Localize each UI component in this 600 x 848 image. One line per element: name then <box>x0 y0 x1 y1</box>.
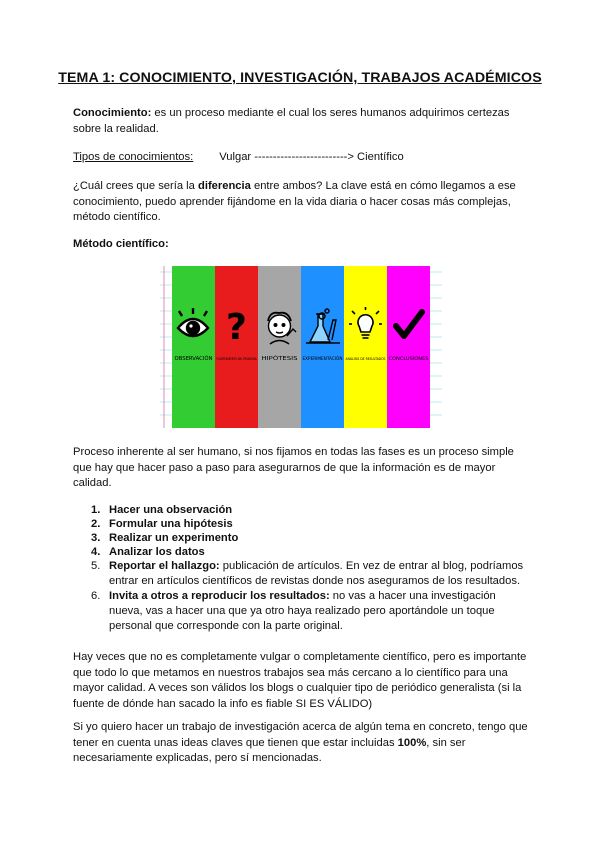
tipos-label: Tipos de conocimientos: <box>73 151 194 163</box>
step-number: 6. <box>91 590 101 602</box>
list-item <box>91 503 531 517</box>
step-number: 2. <box>91 518 101 530</box>
svg-text:?: ? <box>226 307 247 348</box>
page-title: TEMA 1: CONOCIMIENTO, INVESTIGACIÓN, TRABAJOS ACADÉMICOS <box>58 70 542 86</box>
final-text-end: , sin ser necesariamente explicadas, pero sí mencionadas. <box>73 736 466 765</box>
list-item <box>91 589 531 634</box>
vulgar-cientifico-paragraph: Hay veces que no es completamente vulgar o completamente científico, pero es importante que todo lo que metamos en nuestros trabajos sea más cercano a lo científico para una mayor calidad. A veces son válidos los blogs o cualquier tipo de periódico generalista (si la fuente de dónde han sacado la info es fiable SI ES VÁLIDO) <box>73 651 527 710</box>
question-mark-icon <box>226 307 247 348</box>
step-text: Hacer una observación <box>109 504 233 516</box>
band-hipotesis <box>258 266 301 428</box>
step-number: 5. <box>91 560 101 572</box>
final-bold-percent: 100% <box>397 736 427 749</box>
pregunta-paragraph <box>73 179 533 226</box>
scientific-method-figure <box>160 266 442 428</box>
tipos-line <box>73 150 533 166</box>
band-experimentacion <box>301 266 344 428</box>
step-number: 4. <box>91 546 101 558</box>
step-text: Analizar los datos <box>109 546 205 558</box>
tipos-value: Vulgar -------------------------> Científico <box>219 151 404 163</box>
step-bold-lead: Invita a otros a reproducir los resultados: <box>109 590 330 602</box>
step-bold-lead: Reportar el hallazgo: <box>109 560 220 572</box>
final-text-start: Si yo quiero hacer un trabajo de investigación acerca de algún tema en concreto, tengo que tener en cuenta unas ideas claves que tienen que estar incluidas <box>73 721 528 749</box>
band-conclusiones <box>387 266 430 428</box>
method-steps-list <box>91 503 531 634</box>
step-number: 3. <box>91 532 101 544</box>
label-observacion: OBSERVACIÓN <box>174 356 212 362</box>
list-item <box>91 545 531 559</box>
band-analisis <box>344 266 393 428</box>
pregunta-bold-word: diferencia <box>198 180 251 192</box>
step-text: Realizar un experimento <box>109 532 239 544</box>
list-item <box>91 531 531 545</box>
label-conclusiones: CONCLUSIONES <box>388 357 425 362</box>
label-experimentacion: EXPERIMENTACIÓN <box>302 356 343 361</box>
label-planteamiento: PLANTEAMIENTO DEL PROBLEMA <box>216 357 257 361</box>
pregunta-text-end: entre ambos? La clave está en cómo llegamos a ese conocimiento, puedo aprender fijándome en la vida diaria o hacer cosas más complejas, método científico. <box>73 180 516 224</box>
proceso-paragraph: Proceso inherente al ser humano, si nos fijamos en todas las fases es un proceso simple que hay que hacer paso a paso para asegurarnos de que la información es de mayor calidad. <box>73 446 514 490</box>
step-text: Formular una hipótesis <box>109 518 233 530</box>
step-text: no vas a hacer una investigación nueva, vas a hacer una que ya otro haya realizado pero aportándole un toque personal que corresponde con la parte original. <box>109 590 496 632</box>
label-hipotesis: HIPÓTESIS <box>261 356 289 362</box>
conocimiento-paragraph <box>73 106 533 137</box>
conocimiento-term: Conocimiento: <box>73 107 152 119</box>
list-item <box>91 517 531 531</box>
conocimiento-definition: es un proceso mediante el cual los seres humanos adquirimos certezas sobre la realidad. <box>73 107 510 135</box>
step-number: 1. <box>91 504 101 516</box>
band-observacion <box>172 266 215 428</box>
final-paragraph <box>73 720 533 767</box>
pregunta-text-start: ¿Cuál crees que sería la <box>73 180 198 192</box>
list-item <box>91 559 531 589</box>
metodo-heading: Método científico: <box>73 238 169 250</box>
step-text: publicación de artículos. En vez de entrar al blog, podríamos entrar en artículos científicos de revistas donde nos aseguramos de los resultados. <box>109 560 524 587</box>
label-analisis: ANÁLISIS DE RESULTADOS <box>345 357 393 361</box>
